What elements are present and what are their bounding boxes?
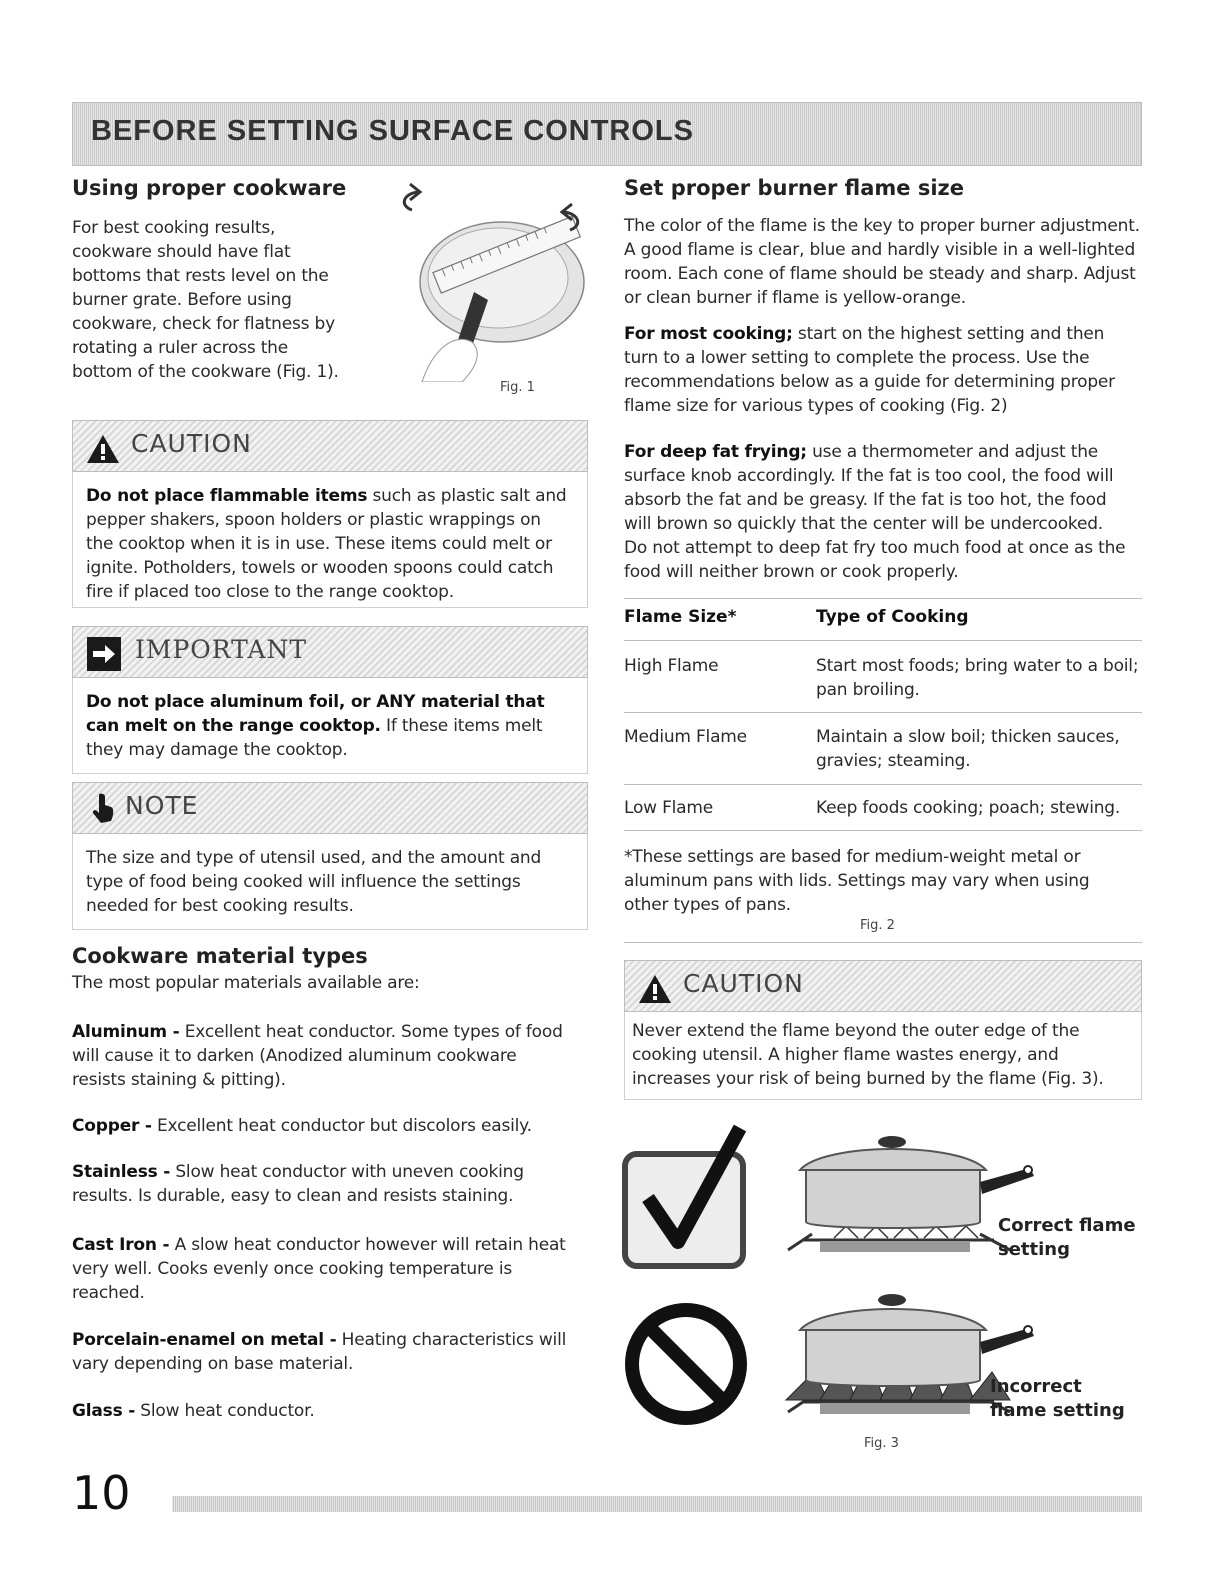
cookware-heading: Using proper cookware [72, 176, 347, 200]
flame-intro: The color of the flame is the key to proper burner adjustment. A good flame is clear, blue and hardly visible in a well-lighted room. Each cone of flame should be steady and sharp. Adjust or clean burner if flame is yellow-orange. [624, 216, 1140, 308]
important-title: IMPORTANT [135, 635, 308, 664]
fig2-caption: Fig. 2 [860, 918, 895, 933]
table-cell-type: Keep foods cooking; poach; stewing. [816, 798, 1121, 818]
table-cell-size: Medium Flame [624, 727, 747, 747]
note-text: The size and type of utensil used, and the amount and type of food being cooked will influence the settings needed for best cooking results. [86, 848, 542, 916]
footer-bar [172, 1496, 1142, 1512]
table-header-flame-size: Flame Size* [624, 607, 737, 627]
caution-text: Do not place flammable items such as plastic salt and pepper shakers, spoon holders or plastic wrappings on the cooktop when it is in use. These items could melt or ignite. Potholders, towels or wooden spoons could catch fire if placed too close to the range cooktop. [86, 486, 567, 602]
materials-intro: The most popular materials available are: [72, 973, 420, 993]
material-copper: Copper - Excellent heat conductor but discolors easily. [72, 1116, 532, 1136]
warning-triangle-icon [85, 433, 121, 465]
table-rule [624, 640, 1142, 641]
correct-flame-label: Correct flame setting [998, 1215, 1136, 1260]
cookware-paragraph: For best cooking results, cookware should have flat bottoms that rests level on the burner grate. Before using cookware, check for flatness by rotating a ruler across the bottom of the cookware (Fig. 1). [72, 218, 339, 382]
caution-header [624, 960, 1142, 1012]
table-rule [624, 942, 1142, 943]
table-cell-type: Start most foods; bring water to a boil; pan broiling. [816, 656, 1139, 700]
section-banner [72, 102, 1142, 166]
important-header [72, 626, 588, 678]
incorrect-flame-label: Incorrect flame setting [990, 1376, 1125, 1421]
checkmark-icon [622, 1124, 746, 1270]
materials-heading: Cookware material types [72, 944, 368, 968]
caution-text: Never extend the flame beyond the outer edge of the cooking utensil. A higher flame wastes energy, and increases your risk of being burned by the flame (Fig. 3). [632, 1021, 1104, 1089]
caution-title: CAUTION [683, 969, 804, 998]
fig3-caption: Fig. 3 [864, 1436, 899, 1451]
pan-flatness-illustration [382, 182, 598, 382]
material-cast-iron: Cast Iron - A slow heat conductor however will retain heat very well. Cooks evenly once cooking temperature is reached. [72, 1235, 566, 1303]
table-rule [624, 830, 1142, 831]
fig1-caption: Fig. 1 [500, 380, 535, 395]
table-header-type: Type of Cooking [816, 607, 969, 627]
table-rule [624, 598, 1142, 599]
arrow-right-icon [87, 637, 121, 671]
table-cell-size: Low Flame [624, 798, 714, 818]
material-glass: Glass - Slow heat conductor. [72, 1401, 315, 1421]
flame-deep-frying: For deep fat frying; use a thermometer and adjust the surface knob accordingly. If the fat is too cool, the food will absorb the fat and be greasy. If the fat is too hot, the food will brown so quickly that the center will be undercooked. Do not attempt to deep fat fry too much food at once as the food will neither brown or cook properly. [624, 442, 1126, 582]
material-stainless: Stainless - Slow heat conductor with uneven cooking results. Is durable, easy to clean and resists staining. [72, 1162, 524, 1206]
table-cell-size: High Flame [624, 656, 719, 676]
flame-most-cooking: For most cooking; start on the highest setting and then turn to a lower setting to complete the process. Use the recommendations below as a guide for determining proper flame size for various types of cooking (Fig. 2) [624, 324, 1115, 416]
note-header [72, 782, 588, 834]
caution-title: CAUTION [131, 429, 252, 458]
banner-title: BEFORE SETTING SURFACE CONTROLS [91, 115, 694, 147]
material-aluminum: Aluminum - Excellent heat conductor. Some types of food will cause it to darken (Anodized aluminum cookware resists staining & pitting). [72, 1022, 563, 1090]
warning-triangle-icon [637, 973, 673, 1005]
material-porcelain: Porcelain-enamel on metal - Heating characteristics will vary depending on base material. [72, 1330, 567, 1374]
flame-heading: Set proper burner flame size [624, 176, 965, 200]
note-pointer-icon [89, 793, 115, 825]
table-footnote: *These settings are based for medium-weight metal or aluminum pans with lids. Settings may vary when using other types of pans. [624, 847, 1090, 915]
page-number: 10 [72, 1466, 131, 1520]
important-text: Do not place aluminum foil, or ANY material that can melt on the range cooktop. If these items melt they may damage the cooktop. [86, 692, 545, 760]
note-title: NOTE [125, 791, 199, 820]
caution-header [72, 420, 588, 472]
table-rule [624, 712, 1142, 713]
table-cell-type: Maintain a slow boil; thicken sauces, gravies; steaming. [816, 727, 1120, 771]
table-rule [624, 784, 1142, 785]
prohibited-icon [622, 1300, 750, 1428]
